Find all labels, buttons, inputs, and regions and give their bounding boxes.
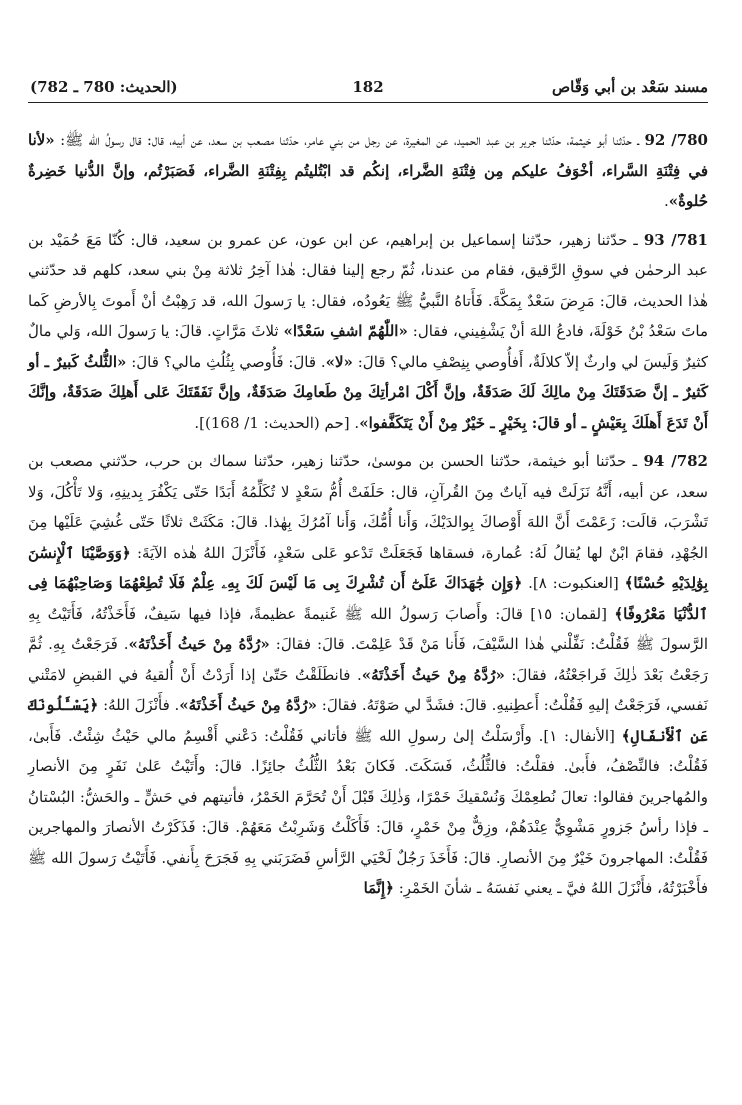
verse-reference: [العنكبوت: ٨]. (522, 574, 625, 592)
hadith-text: ـ حدّثنا زهير، حدّثنا إسماعيل بن إبراهيم، عن ابن عون، عن عمرو بن سعيد، قال: كُنّا مَعَ حُمَيْد بن عبد الرحمٰن في سوقِ الرَّقيق، فقام من عندنا، ثُمّ رجع إلينا فقال: هٰذا آخِرُ ثلاثة مِنْ بني سعد، كلهم قد حدّثني هٰذا الحديث، قالَ: مَرِضَ سَعْدٌ بِمَكَّةَ. فَأَتاهُ النَّبيُّ ﷺ يَعُودُه، فقال: يا رَسولَ الله، قد رَهِبْتُ أنْ أَموتَ بِالأرضِ كَما ماتَ سَعْدُ بْنُ خَوْلَةَ، فادعُ اللهَ أنْ يَشْفِيني، فقال: (28, 230, 708, 340)
document-page (28, 76, 708, 1086)
prophetic-quote: «لا» (325, 352, 353, 371)
book-title: مسند سَعْد بن أبي وَقّاص (552, 78, 708, 96)
hadith-780 (28, 125, 708, 217)
hadith-paragraph (28, 446, 708, 904)
prophetic-quote: «لأنا في فِتْنَةِ السَّراء، أخْوَفُ عليكم مِن فِتْنَةِ الضَّراء، إنكُم قد ابْتُليتُم بِفِتْنَةِ الضَّراء، فَصَبَرْتُم، وإنَّ الدُّنيا خَضِرةٌ حُلوةٌ» (28, 131, 708, 210)
prophetic-quote: «رُدَّهُ مِنْ حَيثُ أَخَذْتَهُ» (179, 696, 318, 714)
hadith-text: . فَرَجَعْتُ بِهِ. ثُمَّ رَجَعْتُ بَعْدَ ذٰلِكَ فَراجَعْتُهُ، فقالَ: (28, 635, 708, 684)
verse-reference: [لقمان: ١٥] (522, 604, 615, 623)
page-body (28, 125, 708, 904)
quran-verse: ﴿إِنَّمَا (363, 879, 394, 897)
hadith-text: . فأَنْزَلَ اللهُ: (98, 696, 180, 714)
verse-reference: [الأنفال: ١]. (531, 726, 622, 745)
hadith-paragraph (28, 125, 708, 217)
prophetic-quote: «الثُّلثُ كَبيرٌ ـ أو كَثيرٌ ـ إنَّ صَدَقَتَكَ مِنْ مالِكَ لَكَ صَدَقَةٌ، وإنَّ أَكْلَ امْرأتِكَ مِنْ طَعامِكَ صَدَقَةٌ، وإنَّ نَفَقَتَكَ عَلى أَهلِكَ صَدَقَةٌ، وإنَّكَ أَنْ تَدَعَ أَهلَكَ بِعَيْشٍ ـ أو قالَ: بِخَيْرٍ ـ خَيْرٌ مِنْ أَنْ يَتَكَفَّفوا» (28, 352, 708, 432)
quran-verse: ﴿يَسْـَٔلُونَكَ عَنِ ٱلْأَنفَالِ﴾ (28, 696, 708, 745)
hadith-text: . فانطَلَقْتُ حَتّىٰ إذا أَرَدْتُ أَنْ أُلقيهُ في القبضِ لامَتْني نَفسي، فَرَجَعْتُ إليهِ فَقُلْتُ: أَعطِنيهِ. قالَ: فشَدَّ لي صَوْتَهُ. فقالَ: (28, 665, 708, 714)
quran-verse: ﴿وَوَصَّيْنَا ٱلْإِنسَٰنَ بِوَٰلِدَيْهِ حُسْنًا﴾ (28, 543, 708, 592)
page-number: 182 (352, 78, 384, 96)
prophetic-quote: «رُدَّهُ مِنْ حَيثُ أَخَذْتَهُ» (128, 635, 270, 653)
hadith-text: قالَ: وأَصابَ رَسولُ الله ﷺ غَنيمةً عظيمةً، فإذا فيها سَيفٌ، فَأَخَذْتُهُ، فَأَتَيْتُ بِهِ الرَّسولَ ﷺ فَقُلْتُ: نَفِّلْني هٰذا السَّيْفَ، فَأَنا مَنْ قَدْ عَلِمْتَ. قالَ: فقالَ: (28, 604, 709, 653)
quran-verse: ﴿وَإِن جَٰهَدَاكَ عَلَىٰٓ أَن تُشْرِكَ بِى مَا لَيْسَ لَكَ بِهِۦ عِلْمٌ فَلَا تُطِعْهُمَا وَصَاحِبْهُمَا فِى ٱلدُّنْيَا مَعْرُوفًا﴾ (28, 574, 708, 623)
hadith-text: ـ حدّثنا أبو خيثمة، حدّثنا الحسن بن موسىٰ، حدّثنا زهير، حدّثنا سماك بن حرب، حدّثني مصعب بن سعد، عن أبيه، أَنَّهُ نَزَلَتْ فيه آياتٌ مِنَ القُرآنِ، قال: حَلَفَتْ أُمُّ سَعْدٍ لا تُكَلِّمُهُ أَبَدًا حَتّى يَكْفُرَ بِدينِهِ، وَلا تَأْكُلَ، وَلا تَشْرَبَ، قالَت: زَعَمْتَ أَنَّ اللهَ أَوْصاكَ بِوالدَيْكَ، وَأَنا أُمُّكَ، وَأَنا آمُرُكَ بِهٰذا. قالَ: مَكَثَتْ ثلاثًا حَتّى غُشِيَ عَلَيْها مِنَ الجُهْدِ، فقامَ ابْنٌ لها يُقالُ لَهُ: عُمارة، فسقاها فَجَعَلَتْ تَدْعو عَلى سَعْدٍ، فَأَنْزَلَ اللهُ هٰذه الآيَةَ: (28, 452, 708, 562)
hadith-text: ـ حدّثنا أبو خيثمة، حدّثنا جرير بن عبد الحميد، عن المغيرة، عن رجل من بني عامر، حدّثنا مصعب بن سعد، عن أبيه، قال: قال رسولُ الله ﷺ: (54, 131, 645, 149)
hadith-number: 780/ 92 (644, 131, 708, 149)
hadith-text: . (663, 192, 669, 210)
hadith-source: . [حم (الحديث: 1/ 168)]. (194, 413, 360, 432)
page-header (28, 76, 708, 103)
hadith-text: وأَرْسَلْتُ إلىٰ رسولِ الله ﷺ فأتاني فَقُلْتُ: دَعْني أَقْسِمُ مالي حَيْثُ شِئْتُ. فَأَبىٰ، فَقُلْتُ: فالنِّصْفُ، فأَبىٰ. فقلْتُ: فالثُّلُثُ، فَسَكَتَ. فَكانَ بَعْدُ الثُّلُثُ جائِزًا. قالَ: وأَتَيْتُ عَلىٰ نَفَرٍ مِنَ الأنصارِ والمُهاجرينَ فقالوا: تعالَ نُطعِمْكَ وَنُسْقيكَ خَمْرًا، وَذٰلِكَ قَبْلَ أَنْ تُحَرَّمَ الخَمْرُ، فأتيتهم في حَشٍّ ـ والحَشُّ: البُسْتانُ ـ فإذا رأسُ جَزورٍ مَشْوِيٌّ عِنْدَهُمْ، وزِقٌّ مِنْ خَمْرٍ، قالَ: فَأَكَلْتُ وَشَرِبْتُ مَعَهُمْ. قالَ: فَذَكَرْتُ الأنصارَ والمهاجرين فَقُلْتُ: المهاجرونَ خَيْرٌ مِنَ الأنصارِ. قالَ: فَأَخَذَ رَجُلٌ لَحْيَي الرَّأسِ فَضَرَبَني بِهِ فَجَرَحَ بِأَنفي. فَأَتَيْتُ رَسولَ الله ﷺ فأَخْبَرْتُهُ، فأَنْزَلَ اللهُ فيَّ ـ يعني نَفسَهُ ـ شأنَ الخَمْرِ: (28, 726, 708, 897)
prophetic-quote: «اللّٰهُمّ اشفِ سَعْدًا» (283, 322, 408, 340)
hadith-range: (الحديث: 780 ـ 782) (30, 78, 178, 96)
hadith-781 (28, 225, 708, 439)
hadith-number: 781/ 93 (643, 230, 708, 249)
hadith-number: 782/ 94 (643, 452, 708, 470)
hadith-paragraph (28, 225, 708, 439)
hadith-text: . قالَ: فَأُوصي بِثُلُثِ مالي؟ قالَ: (126, 352, 326, 371)
hadith-782 (28, 446, 708, 904)
prophetic-quote: «رُدَّهُ مِنْ حَيثُ أَخَذْتَهُ» (361, 665, 505, 684)
hadith-text: ثلاثَ مَرَّاتٍ. قالَ: يا رَسولَ الله، وَلي مالٌ كثيرٌ وَلَيسَ لي وارثٌ إلاّ كلالَةٌ، أَفأُوصي بِنِصْفِ مالي؟ قالَ: (28, 322, 708, 371)
